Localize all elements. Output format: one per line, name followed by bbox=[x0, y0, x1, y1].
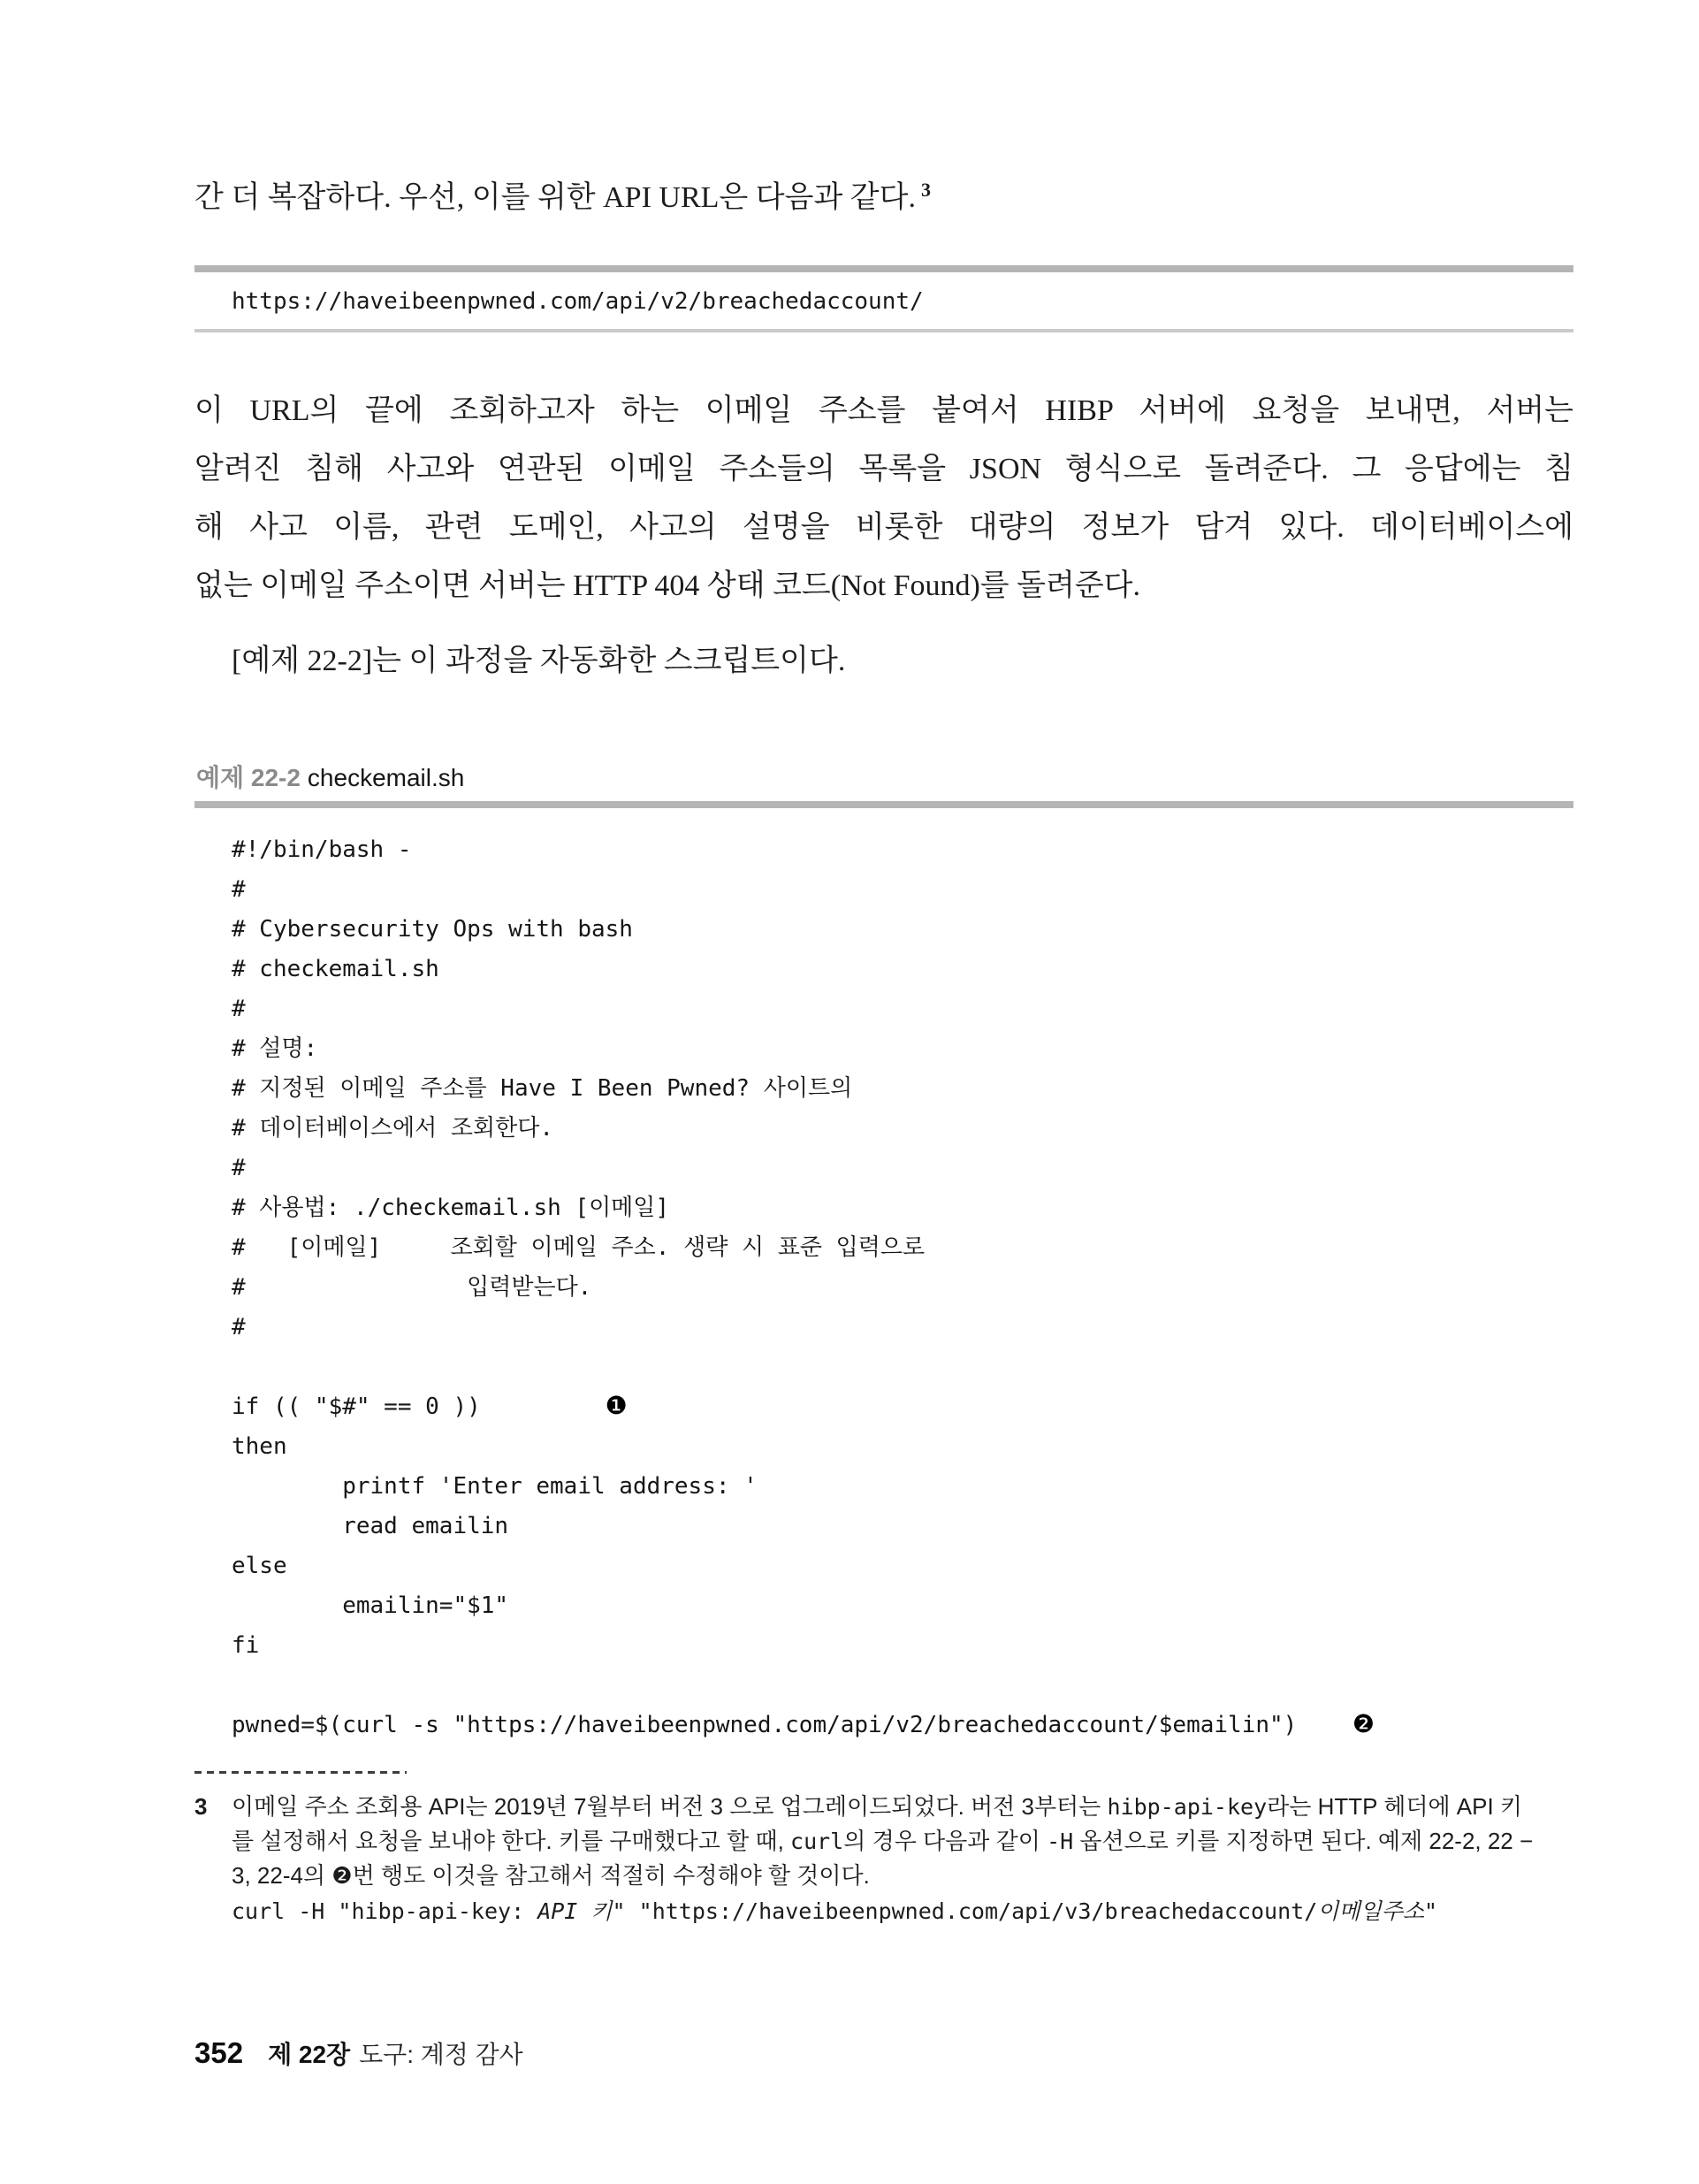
listing-caption bbox=[196, 760, 1575, 796]
code-line-text: # 입력받는다. bbox=[232, 1274, 592, 1301]
code-line bbox=[232, 1624, 1573, 1664]
body-paragraph bbox=[194, 382, 1573, 615]
code-line bbox=[232, 1704, 1573, 1744]
url-code: https://haveibeenpwned.com/api/v2/breachedaccount/ bbox=[232, 288, 924, 315]
code-line-text: #!/bin/bash - bbox=[232, 836, 412, 863]
code-line bbox=[232, 1545, 1573, 1585]
body-paragraph-line: 해 사고 이름, 관련 도메인, 사고의 설명을 비롯한 대량의 정보가 담겨 있다. 데이터베이스에 bbox=[194, 511, 1573, 544]
code-line bbox=[232, 1067, 1573, 1107]
code-line-text: # bbox=[232, 1155, 246, 1181]
code-line bbox=[232, 1465, 1573, 1505]
code-line-text: if (( "$#" == 0 )) bbox=[232, 1394, 606, 1420]
code-line-text: # 데이터베이스에서 조회한다. bbox=[232, 1115, 554, 1142]
code-line-text: # 설명: bbox=[232, 1035, 318, 1062]
url-code-block bbox=[194, 265, 1573, 332]
code-line-text: printf 'Enter email address: ' bbox=[232, 1473, 758, 1500]
code-line-text: # checkemail.sh bbox=[232, 956, 439, 982]
footnote bbox=[194, 1790, 1579, 1928]
code-line bbox=[232, 1306, 1573, 1346]
code-line bbox=[232, 1505, 1573, 1545]
code-line-text: # bbox=[232, 996, 246, 1022]
code-line bbox=[232, 1107, 1573, 1147]
footnote-separator bbox=[194, 1771, 407, 1774]
code-line-text: pwned=$(curl -s "https://haveibeenpwned.com/api/v2/breachedaccount/$emailin") bbox=[232, 1712, 1352, 1738]
code-line bbox=[232, 1266, 1573, 1306]
code-line bbox=[232, 868, 1573, 908]
intro-text: 간 더 복잡하다. 우선, 이를 위한 API URL은 다음과 같다. bbox=[194, 181, 916, 214]
code-line-text: # 지정된 이메일 주소를 Have I Been Pwned? 사이트의 bbox=[232, 1075, 853, 1102]
code-line bbox=[232, 1585, 1573, 1624]
footnote-line: curl -H "hibp-api-key: API 키" "https://haveibeenpwned.com/api/v3/breachedaccount/이메일주소" bbox=[232, 1898, 1438, 1924]
body-paragraph-line: 이 URL의 끝에 조회하고자 하는 이메일 주소를 붙여서 HIBP 서버에 요청을 보내면, 서버는 bbox=[194, 394, 1573, 427]
callout-badge: ❷ bbox=[1352, 1709, 1375, 1738]
code-line bbox=[232, 1027, 1573, 1067]
page-footer bbox=[194, 2034, 1573, 2079]
body-paragraph-line: 없는 이메일 주소이면 서버는 HTTP 404 상태 코드(Not Found)를 돌려준다. bbox=[194, 569, 1141, 602]
chapter-title: 도구: 계정 감사 bbox=[359, 2041, 523, 2068]
code-line-text: then bbox=[232, 1433, 287, 1460]
code-line-text: # 사용법: ./checkemail.sh [이메일] bbox=[232, 1195, 670, 1221]
footnote-line: 3, 22-4의 ❷번 행도 이것을 참고해서 적절히 수정해야 할 것이다. bbox=[232, 1862, 870, 1890]
body-paragraph-line: 알려진 침해 사고와 연관된 이메일 주소들의 목록을 JSON 형식으로 돌려준다. 그 응답에는 침 bbox=[194, 453, 1573, 485]
code-line bbox=[232, 988, 1573, 1027]
code-line-text: fi bbox=[232, 1632, 260, 1659]
footnote-line: 이메일 주소 조회용 API는 2019년 7월부터 버전 3 으로 업그레이드되었다. 버전 3부터는 hibp-api-key라는 HTTP 헤더에 API 키 bbox=[232, 1793, 1523, 1820]
listing-label: 예제 22-2 bbox=[196, 764, 301, 791]
code-line bbox=[232, 1226, 1573, 1266]
code-line-text: else bbox=[232, 1553, 287, 1579]
code-line-text: # bbox=[232, 1314, 246, 1340]
code-line bbox=[232, 908, 1573, 948]
example-intro-paragraph: [예제 22-2]는 이 과정을 자동화한 스크립트이다. bbox=[232, 645, 846, 677]
footnote-number: 3 bbox=[194, 1793, 208, 1820]
code-line bbox=[232, 1346, 1573, 1386]
code-line bbox=[232, 1386, 1573, 1425]
code-line bbox=[232, 1147, 1573, 1187]
code-line-text: emailin="$1" bbox=[232, 1592, 509, 1619]
footnote-line: 를 설정해서 요청을 보내야 한다. 키를 구매했다고 할 때, curl의 경우 다음과 같이 -H 옵션으로 키를 지정하면 된다. 예제 22-2, 22 − bbox=[232, 1828, 1534, 1854]
intro-paragraph bbox=[194, 177, 1573, 219]
code-line bbox=[232, 829, 1573, 868]
listing-filename: checkemail.sh bbox=[307, 764, 465, 791]
code-line bbox=[232, 1664, 1573, 1704]
code-listing bbox=[194, 801, 1573, 1744]
code-line-text: read emailin bbox=[232, 1513, 509, 1539]
code-line bbox=[232, 1187, 1573, 1226]
footnote-ref: 3 bbox=[920, 178, 931, 201]
footnote-text bbox=[232, 1790, 1579, 1928]
chapter-label: 제 22장 bbox=[268, 2041, 351, 2068]
callout-badge: ❶ bbox=[605, 1391, 628, 1420]
code-line bbox=[232, 948, 1573, 988]
code-line-text: # Cybersecurity Ops with bash bbox=[232, 916, 633, 943]
code-line-text: # [이메일] 조회할 이메일 주소. 생략 시 표준 입력으로 bbox=[232, 1234, 926, 1261]
code-line bbox=[232, 1425, 1573, 1465]
code-line-text: # bbox=[232, 876, 246, 903]
page-number: 352 bbox=[194, 2036, 244, 2069]
